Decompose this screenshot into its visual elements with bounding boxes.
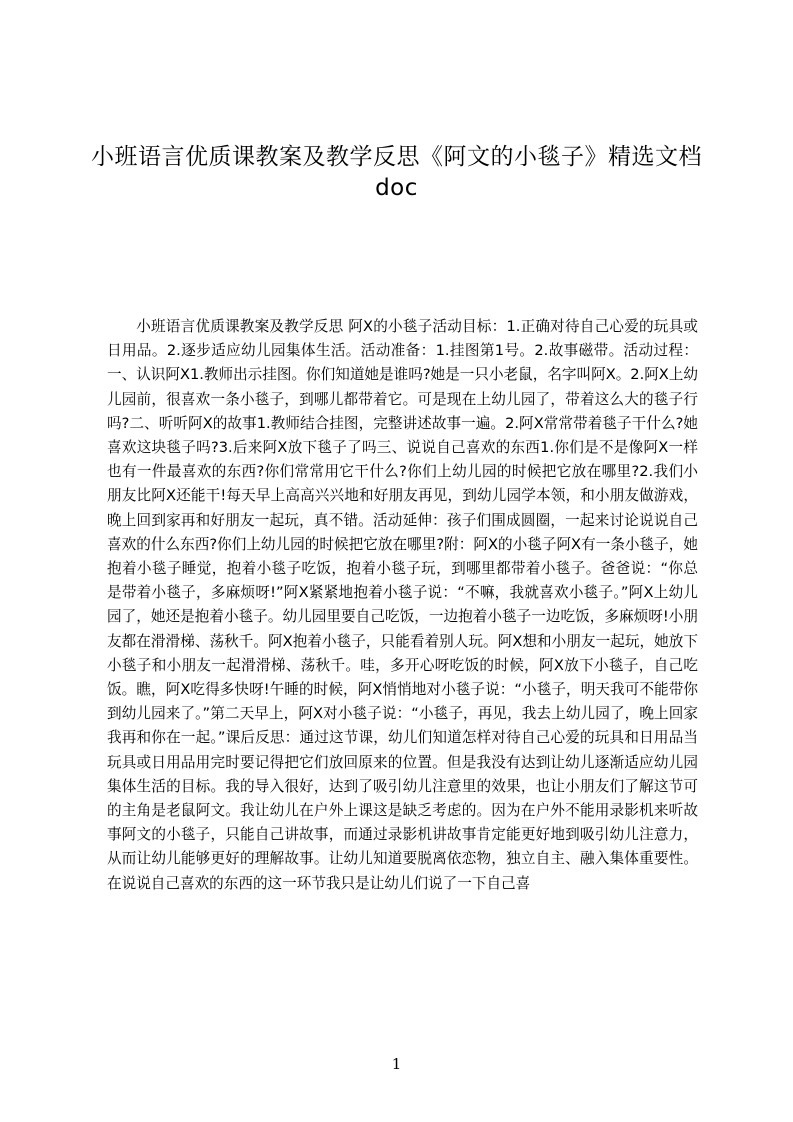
page-number: 1 [391, 1055, 402, 1073]
document-title: 小班语言优质课教案及教学反思《阿文的小毯子》精选文档doc [91, 144, 702, 201]
document-body: 小班语言优质课教案及教学反思 阿X的小毯子活动目标：1.正确对待自己心爱的玩具或日用品。2.逐步适应幼儿园集体生活。活动准备：1.挂图第1号。2.故事磁带。活动过程：一、认识阿X1.教师出示挂图。你们知道她是谁吗?她是一只小老鼠，名字叫阿X。2.阿X上幼儿园前，很喜欢一条小毯子，到哪儿都带着它。可是现在上幼儿园了，带着这么大的毯子行吗?二、听听阿X的故事1.教师结合挂图，完整讲述故事一遍。2.阿X常常带着毯子干什么?她喜欢这块毯子吗?3.后来阿X放下毯子了吗三、说说自己喜欢的东西1.你们是不是像阿X一样也有一件最喜欢的东西?你们常常用它干什么?你们上幼儿园的时候把它放在哪里?2.我们小朋友比阿X还能干!每天早上高高兴兴地和好朋友再见，到幼儿园学本领，和小朋友做游戏，晚上回到家再和好朋友一起玩，真不错。活动延伸：孩子们围成圆圈，一起来讨论说说自己喜欢的什么东西?你们上幼儿园的时候把它放在哪里?附：阿X的小毯子阿X有一条小毯子，她抱着小毯子睡觉，抱着小毯子吃饭，抱着小毯子玩，到哪里都带着小毯子。爸爸说：“你总是带着小毯子，多麻烦呀!”阿X紧紧地抱着小毯子说：“不嘛，我就喜欢小毯子。”阿X上幼儿园了，她还是抱着小毯子。幼儿园里要自己吃饭，一边抱着小毯子一边吃饭，多麻烦呀!小朋友都在滑滑梯、荡秋千。阿X抱着小毯子，只能看着别人玩。阿X想和小朋友一起玩，她放下小毯子和小朋友一起滑滑梯、荡秋千。哇，多开心呀吃饭的时候，阿X放下小毯子，自己吃饭。瞧，阿X吃得多快呀!午睡的时候，阿X悄悄地对小毯子说：“小毯子，明天我可不能带你到幼儿园来了。”第二天早上，阿X对小毯子说：“小毯子，再见，我去上幼儿园了，晚上回家我再和你在一起。”课后反思：通过这节课，幼儿们知道怎样对待自己心爱的玩具和日用品当玩具或日用品用完时要记得把它们放回原来的位置。但是我没有达到让幼儿逐渐适应幼儿园集体生活的目标。我的导入很好，达到了吸引幼儿注意里的效果，也让小朋友们了解这节可的主角是老鼠阿文。我让幼儿在户外上课这是缺乏考虑的。因为在户外不能用录影机来听故事阿文的小毯子，只能自己讲故事，而通过录影机讲故事肯定能更好地到吸引幼儿注意力，从而让幼儿能够更好的理解故事。让幼儿知道要脱离依恋物，独立自主、融入集体重要性。在说说自己喜欢的东西的这一环节我只是让幼儿们说了一下自己喜 [107, 318, 698, 892]
